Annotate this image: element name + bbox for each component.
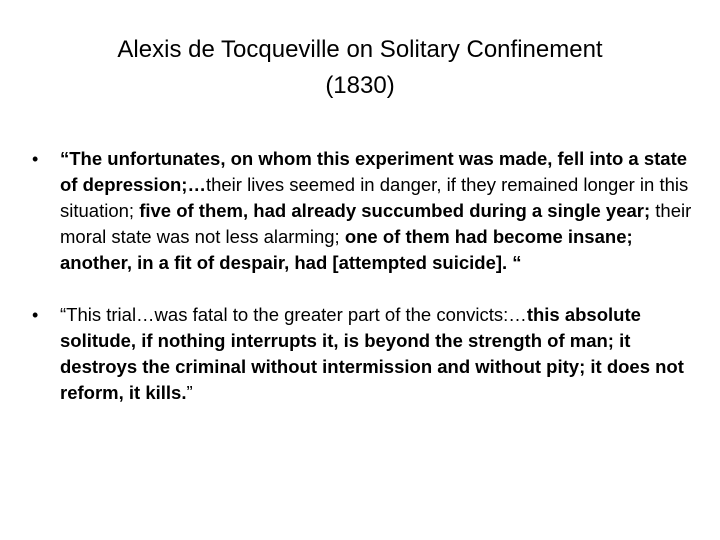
bullet-item-2 bbox=[24, 302, 704, 406]
quote-segment: their lives seemed in danger, if they remained longer in this situation; bbox=[60, 174, 689, 221]
quote-segment: this absolute solitude, if nothing interrupts it, is beyond the strength of man; it destroys the criminal without intermission and without pity; it does not reform, it kills. bbox=[60, 304, 684, 403]
bullet-dot-icon: • bbox=[32, 305, 39, 325]
title-line-2: (1830) bbox=[325, 72, 395, 99]
bullet-dot-icon: • bbox=[32, 149, 39, 169]
quote-segment: one of them had become insane; another, in a fit of despair, had [attempted suicide]. “ bbox=[60, 226, 633, 273]
quote-segment: five of them, had already succumbed during a single year; bbox=[139, 200, 651, 221]
title-line-1: Alexis de Tocqueville on Solitary Confinement bbox=[117, 36, 603, 63]
quote-segment: their moral state was not less alarming; bbox=[60, 200, 692, 247]
bullet-item-1 bbox=[24, 146, 704, 276]
quote-segment: “The unfortunates, on whom this experiment was made, fell into a state of depression;… bbox=[60, 148, 688, 195]
slide-title bbox=[40, 32, 680, 104]
bullet-list bbox=[24, 146, 704, 406]
quote-segment: “This trial…was fatal to the greater part of the convicts:… bbox=[60, 304, 527, 325]
quote-segment: ” bbox=[186, 382, 193, 403]
